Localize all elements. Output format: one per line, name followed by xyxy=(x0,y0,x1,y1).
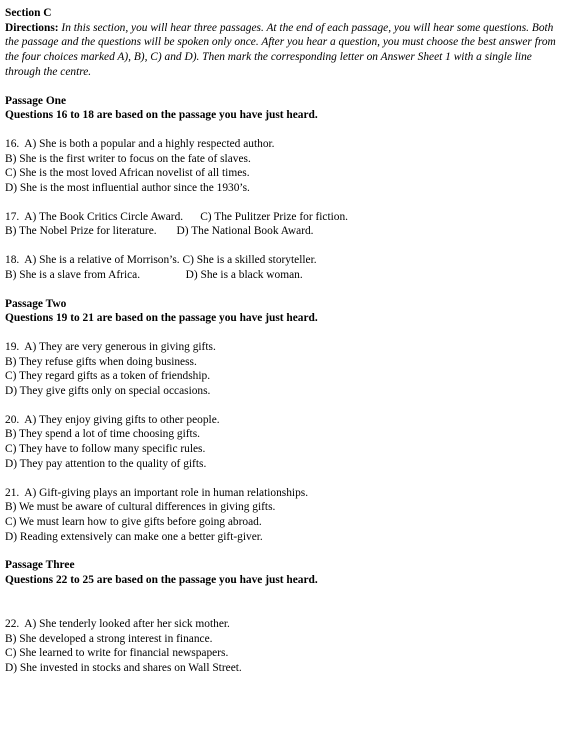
question-21 xyxy=(5,486,562,545)
question-20-option-a: 20. A) They enjoy giving gifts to other people. xyxy=(5,413,220,426)
question-18-options-ac: 18. A) She is a relative of Morrison’s. C) She is a skilled storyteller. xyxy=(5,254,317,267)
passage-instruction: Questions 22 to 25 are based on the passage you have just heard. xyxy=(5,574,318,587)
question-21-option-b: B) We must be aware of cultural differences in giving gifts. xyxy=(5,501,276,514)
question-16-option-d: D) She is the most influential author since the 1930’s. xyxy=(5,182,250,195)
question-20-option-b: B) They spend a lot of time choosing gifts. xyxy=(5,428,200,441)
question-22 xyxy=(5,617,562,676)
question-22-option-b: B) She developed a strong interest in finance. xyxy=(5,632,213,645)
passage-title: Passage Two xyxy=(5,297,67,310)
passage-one xyxy=(5,94,562,283)
passage-instruction: Questions 16 to 18 are based on the passage you have just heard. xyxy=(5,109,318,122)
passage-title: Passage One xyxy=(5,94,67,107)
directions xyxy=(5,21,562,80)
passage-title: Passage Three xyxy=(5,559,75,572)
question-21-option-c: C) We must learn how to give gifts before going abroad. xyxy=(5,515,262,528)
question-16-option-b: B) She is the first writer to focus on the fate of slaves. xyxy=(5,152,251,165)
question-21-option-d: D) Reading extensively can make one a better gift-giver. xyxy=(5,530,263,543)
question-16 xyxy=(5,137,562,196)
question-19 xyxy=(5,340,562,399)
question-22-option-a: 22. A) She tenderly looked after her sick mother. xyxy=(5,617,230,630)
question-19-option-b: B) They refuse gifts when doing business. xyxy=(5,355,197,368)
passage-three xyxy=(5,558,562,675)
question-19-option-a: 19. A) They are very generous in giving gifts. xyxy=(5,340,216,353)
question-22-option-c: C) She learned to write for financial newspapers. xyxy=(5,647,229,660)
question-17-options-ac: 17. A) The Book Critics Circle Award. C) The Pulitzer Prize for fiction. xyxy=(5,210,349,223)
question-19-option-d: D) They give gifts only on special occasions. xyxy=(5,385,211,398)
section-title: Section C xyxy=(5,7,52,19)
question-21-option-a: 21. A) Gift-giving plays an important role in human relationships. xyxy=(5,486,309,499)
question-20-option-d: D) They pay attention to the quality of gifts. xyxy=(5,457,207,470)
question-20-option-c: C) They have to follow many specific rules. xyxy=(5,443,206,456)
question-17 xyxy=(5,210,562,239)
question-18-options-bd: B) She is a slave from Africa. D) She is a black woman. xyxy=(5,268,303,281)
passage-two xyxy=(5,297,562,545)
directions-text: In this section, you will hear three passages. At the end of each passage, you will hear some questions. Both the passage and the questions will be spoken only once. After you hear a question, you must choose the best answer from the four choices marked A), B), C) and D). Then mark the corresponding letter on Answer Sheet 1 with a single line through the centre. xyxy=(5,21,556,78)
question-17-options-bd: B) The Nobel Prize for literature. D) The National Book Award. xyxy=(5,225,314,238)
directions-label: Directions: xyxy=(5,21,59,34)
question-18 xyxy=(5,253,562,282)
question-19-option-c: C) They regard gifts as a token of friendship. xyxy=(5,370,211,383)
question-22-option-d: D) She invested in stocks and shares on Wall Street. xyxy=(5,661,242,674)
question-16-option-a: 16. A) She is both a popular and a highly respected author. xyxy=(5,137,275,150)
question-20 xyxy=(5,413,562,472)
passage-instruction: Questions 19 to 21 are based on the passage you have just heard. xyxy=(5,312,318,325)
question-16-option-c: C) She is the most loved African novelist of all times. xyxy=(5,167,250,180)
